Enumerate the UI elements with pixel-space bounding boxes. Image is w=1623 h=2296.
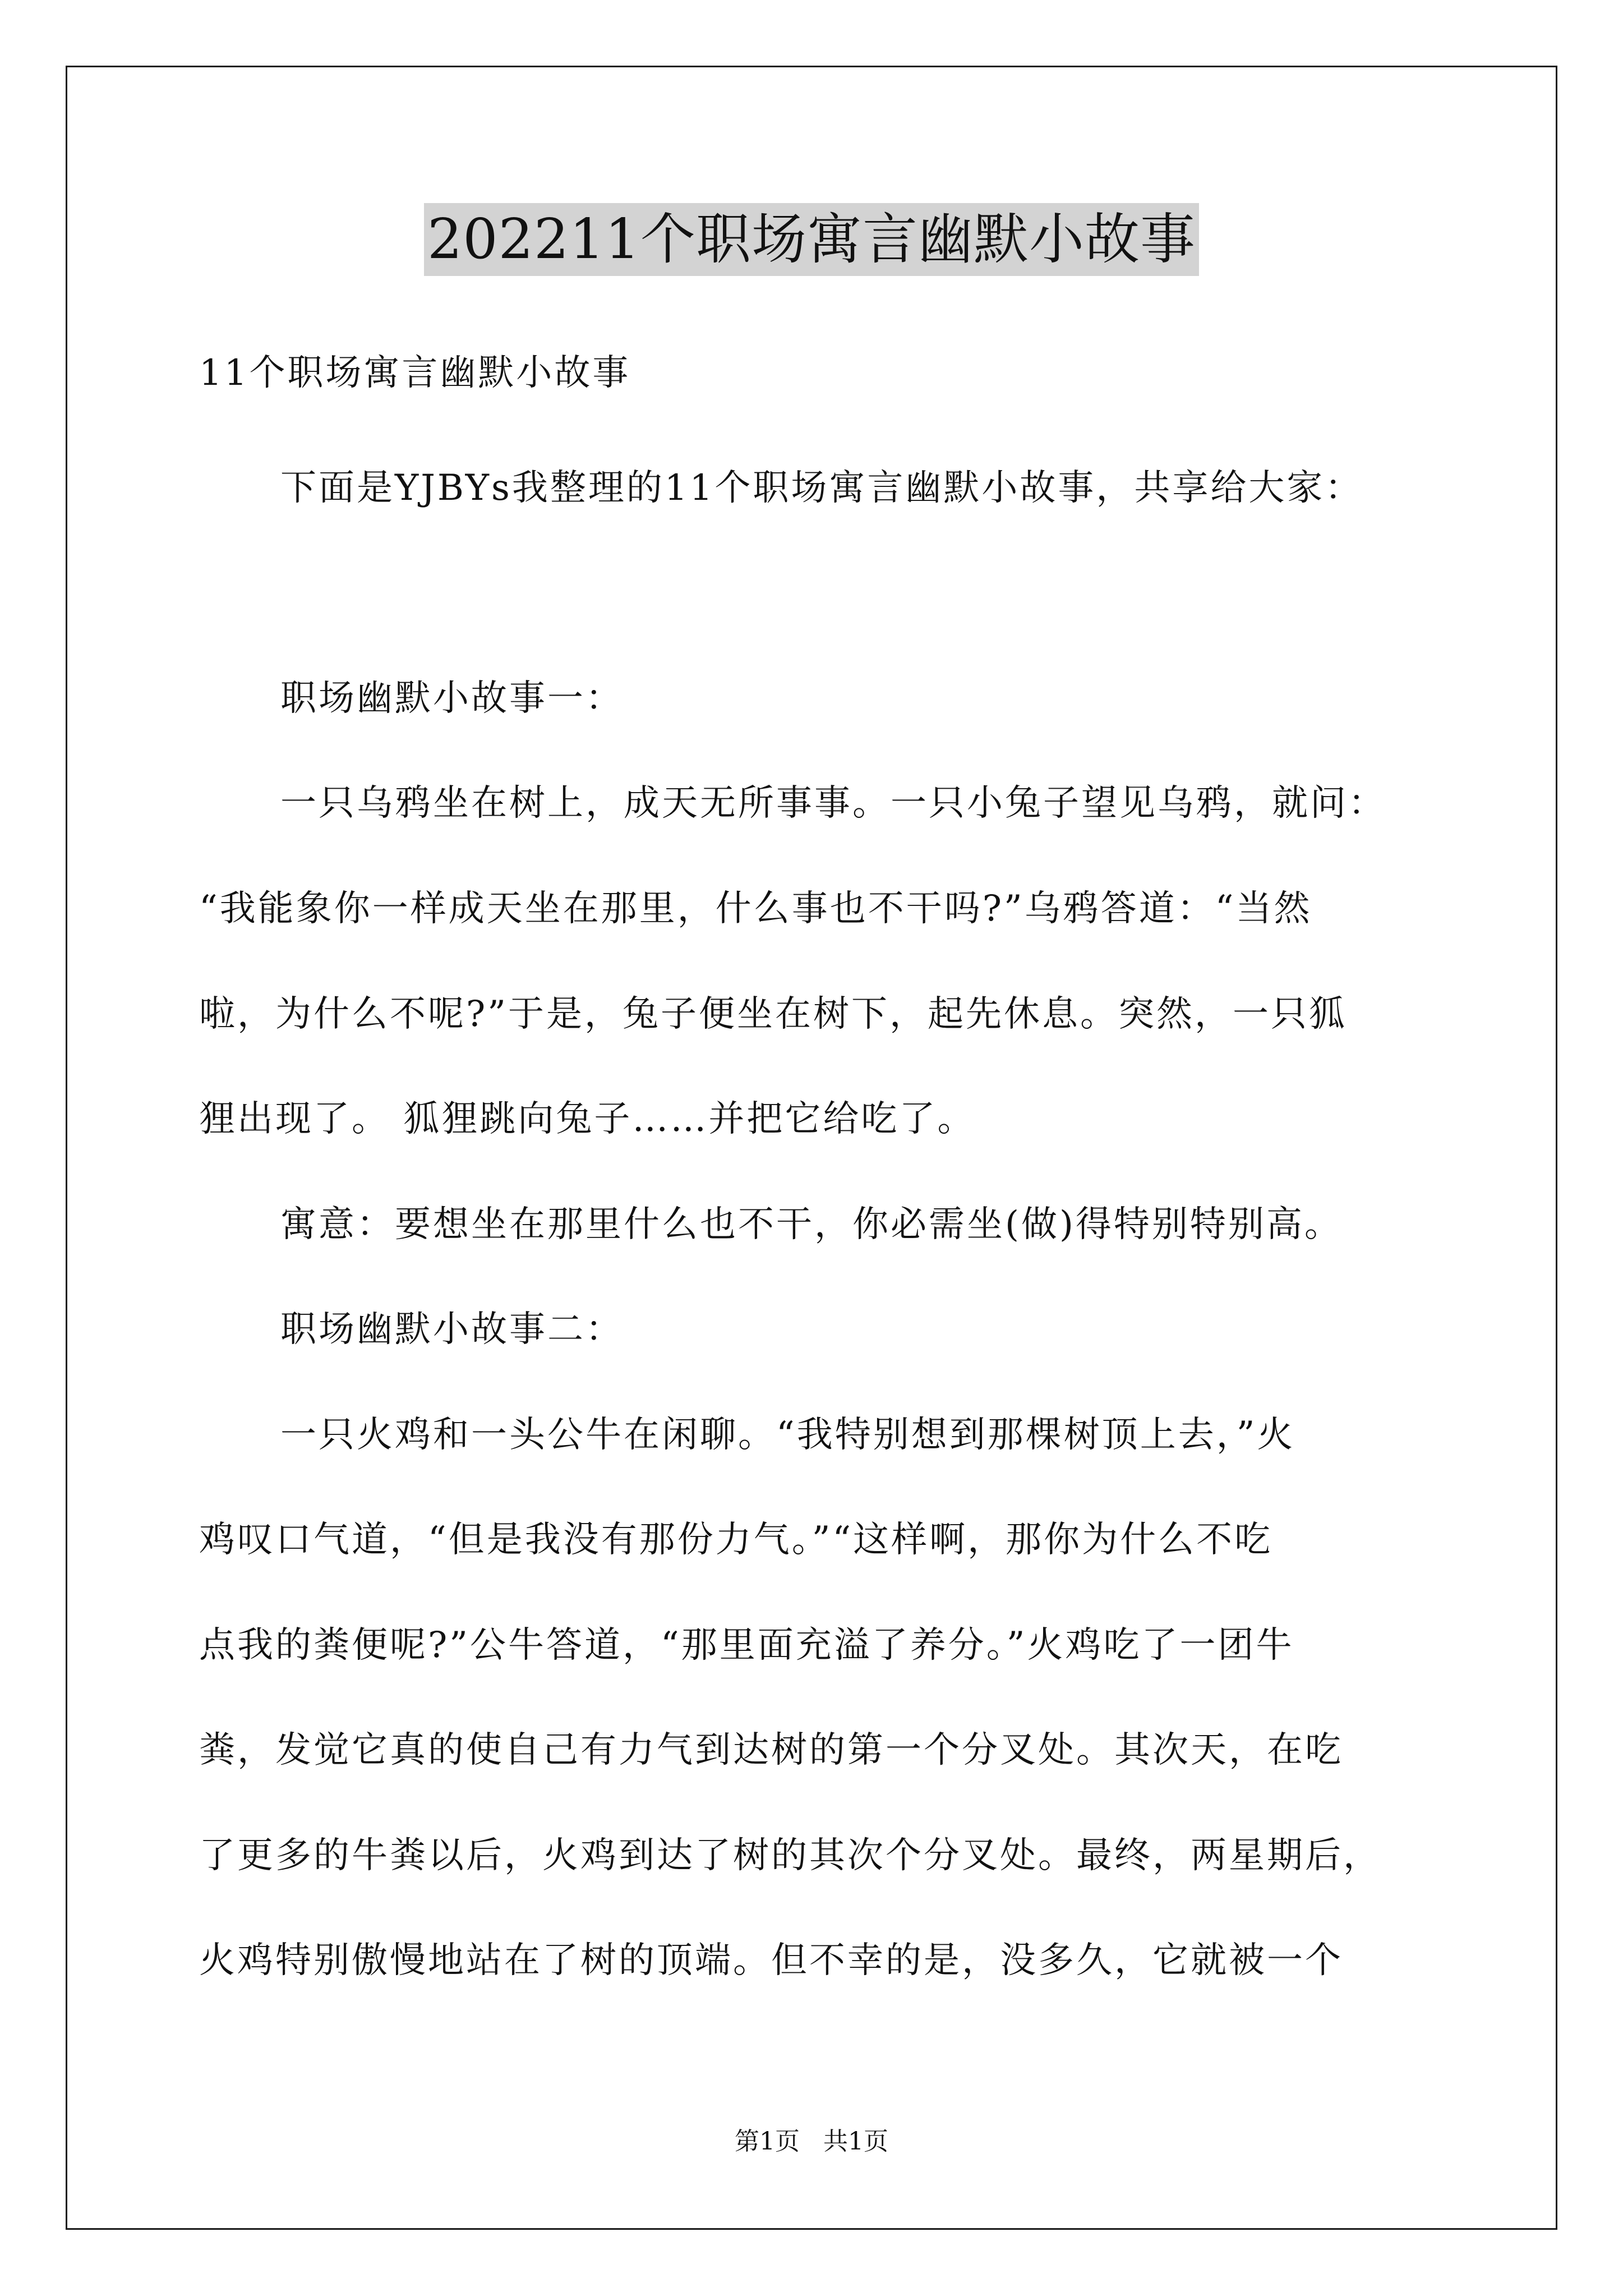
story1-line-1: 一只乌鸦坐在树上，成天无所事事。一只小兔子望见乌鸦，就问： — [280, 783, 1386, 824]
document-title: 202211个职场寓言幽默小故事 — [424, 203, 1199, 276]
story1-moral: 寓意：要想坐在那里什么也不干，你必需坐(做)得特别特别高。 — [280, 1204, 1343, 1245]
section-heading-1: 职场幽默小故事一： — [280, 678, 624, 719]
story2-line-4: 粪，发觉它真的使自己有力气到达树的第一个分叉处。其次天，在吃 — [199, 1729, 1343, 1771]
story1-line-2: “我能象你一样成天坐在那里，什么事也不干吗?”乌鸦答道：“当然 — [199, 888, 1312, 930]
story2-line-3: 点我的粪便呢?”公牛答道，“那里面充溢了养分。”火鸡吃了一团牛 — [199, 1625, 1294, 1666]
document-subtitle: 11个职场寓言幽默小故事 — [199, 352, 631, 394]
story2-line-5: 了更多的牛粪以后，火鸡到达了树的其次个分叉处。最终，两星期后， — [199, 1835, 1381, 1876]
story1-line-3: 啦，为什么不呢?”于是，兔子便坐在树下，起先休息。突然，一只狐 — [199, 993, 1348, 1035]
story2-line-2: 鸡叹口气道，“但是我没有那份力气。”“这样啊，那你为什么不吃 — [199, 1519, 1273, 1561]
page-total: 共1页 — [823, 2127, 888, 2156]
page-number: 第1页 — [735, 2127, 800, 2156]
story2-line-1: 一只火鸡和一头公牛在闲聊。“我特别想到那棵树顶上去，”火 — [280, 1414, 1295, 1456]
title-container — [0, 203, 1623, 276]
page-footer — [0, 2126, 1623, 2157]
paragraph-intro: 下面是YJBYs我整理的11个职场寓言幽默小故事，共享给大家： — [280, 467, 1363, 509]
story2-line-6: 火鸡特别傲慢地站在了树的顶端。但不幸的是，没多久，它就被一个 — [199, 1940, 1343, 1981]
story1-line-4: 狸出现了。 狐狸跳向兔子……并把它给吃了。 — [199, 1098, 976, 1140]
section-heading-2: 职场幽默小故事二： — [280, 1309, 624, 1350]
